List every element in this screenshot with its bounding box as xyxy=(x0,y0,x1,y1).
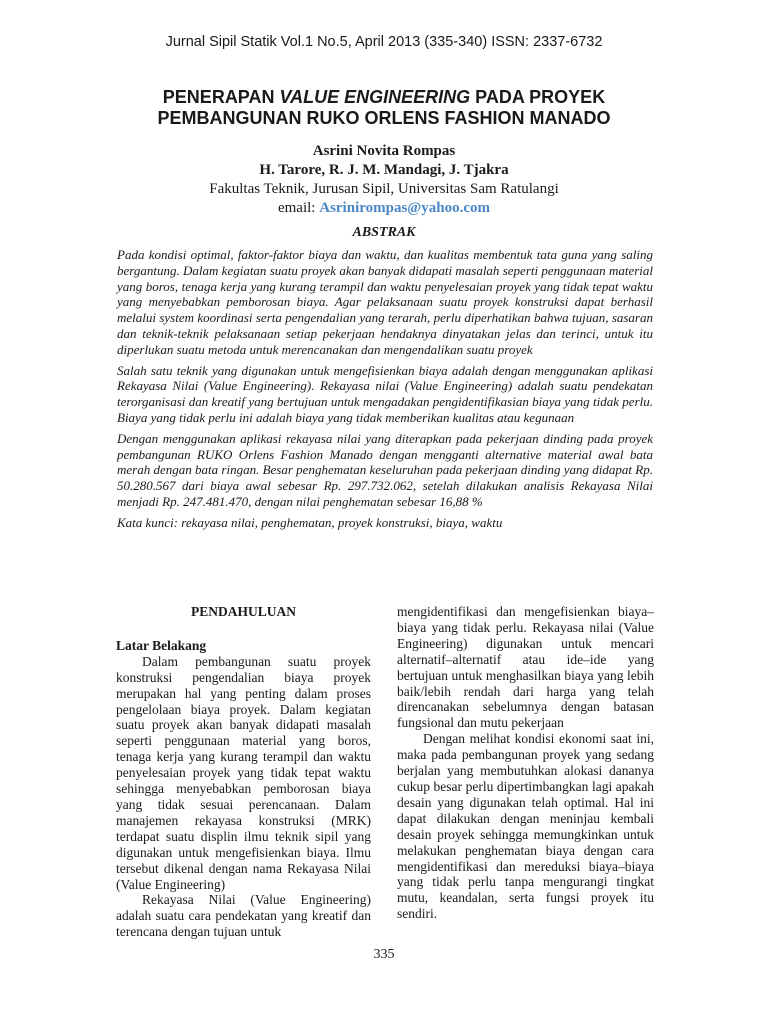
abstract-heading: ABSTRAK xyxy=(352,225,416,240)
abstract-paragraph-2: Salah satu teknik yang digunakan untuk mengefisienkan biaya adalah dengan menggunakan aplikasi Rekayasa Nilai (Value Engineering). Rekayasa nilai (Value Engineering) adalah suatu pendekatan terorganisasi dan kreatif yang bertujuan untuk mengadakan pengidentifikasian biaya yang tidak perlu. Biaya yang tidak perlu ini adalah biaya yang tidak memberikan kualitas atau kegunaan xyxy=(117,362,653,425)
author-affiliation: Fakultas Teknik, Jurusan Sipil, Universitas Sam Ratulangi xyxy=(209,181,559,197)
abstract-body xyxy=(117,247,653,536)
sub-heading: Latar Belakang xyxy=(116,637,207,653)
author-email-line xyxy=(100,199,668,218)
body-paragraph-right-1: mengidentifikasi dan mengefisienkan biaya–biaya yang tidak perlu. Rekayasa nilai (Value Engineering) digunakan untuk mencari alternatif–alternatif atau ide–ide yang bertujuan untuk menghasilkan biaya yang lebih baik/lebih rendah dari harga yang telah direncanakan sebelumnya dengan batasan fungsional dan mutu pekerjaan xyxy=(397,604,654,731)
body-column-right xyxy=(397,604,654,922)
body-column-left xyxy=(116,604,371,940)
title-part1: PENERAPAN xyxy=(162,87,280,107)
author-block xyxy=(100,142,668,218)
body-paragraph-left-2: Rekayasa Nilai (Value Engineering) adalah suatu cara pendekatan yang kreatif dan terencana dengan tujuan untuk xyxy=(116,892,371,940)
abstract-paragraph-1: Pada kondisi optimal, faktor-faktor biaya dan waktu, dan kualitas membentuk tata guna yang saling bergantung. Dalam kegiatan suatu proyek akan banyak didapati masalah seperti penggunaan material yang boros, tenaga kerja yang kurang terampil dan waktu penyelesaian proyek yang tidak tepat waktu yang menyebabkan pemborosan biaya. Agar pelaksanaan suatu proyek konstruksi dapat berhasil melalui system koordinasi serta pengendalian yang terarah, perlu diperhatikan bahwa tujuan, sasaran dan teknik-teknik pelaksanaan setiap pekerjaan hendaknya dinyatakan jelas dan terinci, untuk itu diperlukan suatu metoda untuk merencanakan dan mengendalikan suatu proyek xyxy=(117,247,653,357)
section-heading: PENDAHULUAN xyxy=(190,604,296,619)
title-line2: PEMBANGUNAN RUKO ORLENS FASHION MANADO xyxy=(157,108,611,128)
body-paragraph-right-2: Dengan melihat kondisi ekonomi saat ini, maka pada pembangunan proyek yang sedang berjalan yang membutuhkan alokasi dananya cukup besar perlu dipertimbangkan lagi apakah desain yang digunakan telah optimal. Hal ini dapat dilakukan dengan meninjau kembali desain proyek sehingga memungkinkan untuk melakukan penghematan biaya dengan cara mengidentifikasi dan mereduksi biaya–biaya yang tidak perlu tanpa mengurangi tingkat mutu, keandalan, serta fungsi proyek itu sendiri. xyxy=(397,731,654,922)
paper-title xyxy=(80,87,688,129)
page-number: 335 xyxy=(373,947,395,962)
body-paragraph-left-1: Dalam pembangunan suatu proyek konstruksi pengendalian biaya proyek merupakan hal yang penting dalam proses pengelolaan biaya proyek. Dalam kegiatan suatu proyek akan banyak didapati masalah seperti penggunaan material yang boros, tenaga kerja yang kurang terampil dan waktu penyelesaian proyek yang tidak tepat waktu sehingga menyebabkan pemborosan biaya yang tidak sesuai perencanaan. Dalam manajemen rekayasa konstruksi (MRK) terdapat suatu displin ilmu teknik sipil yang digunakan untuk mengefisienkan biaya. Ilmu tersebut dikenal dengan nama Rekayasa Nilai (Value Engineering) xyxy=(116,653,371,892)
title-part3: PADA PROYEK xyxy=(470,87,606,107)
title-italic: VALUE ENGINEERING xyxy=(279,87,471,107)
email-link[interactable]: Asrinirompas@yahoo.com xyxy=(319,200,490,216)
author-primary: Asrini Novita Rompas xyxy=(312,143,456,159)
author-coauthors: H. Tarore, R. J. M. Mandagi, J. Tjakra xyxy=(259,162,509,178)
journal-header: Jurnal Sipil Statik Vol.1 No.5, April 2013 (335-340) ISSN: 2337-6732 xyxy=(165,34,603,50)
abstract-paragraph-3: Dengan menggunakan aplikasi rekayasa nilai yang diterapkan pada pekerjaan dinding pada proyek pembangunan RUKO Orlens Fashion Manado dengan mengganti alternative material awal bata merah dengan bata ringan. Besar penghematan keseluruhan pada pekerjaan dinding yang didapat Rp. 50.280.567 dari biaya awal sebesar Rp. 297.732.062, setelah dilakukan analisis Rekayasa Nilai menjadi Rp. 247.481.470, dengan nilai penghematan sebesar 16,88 % xyxy=(117,430,653,509)
abstract-keywords: Kata kunci: rekayasa nilai, penghematan, proyek konstruksi, biaya, waktu xyxy=(117,514,503,530)
email-label: email: xyxy=(277,200,320,216)
